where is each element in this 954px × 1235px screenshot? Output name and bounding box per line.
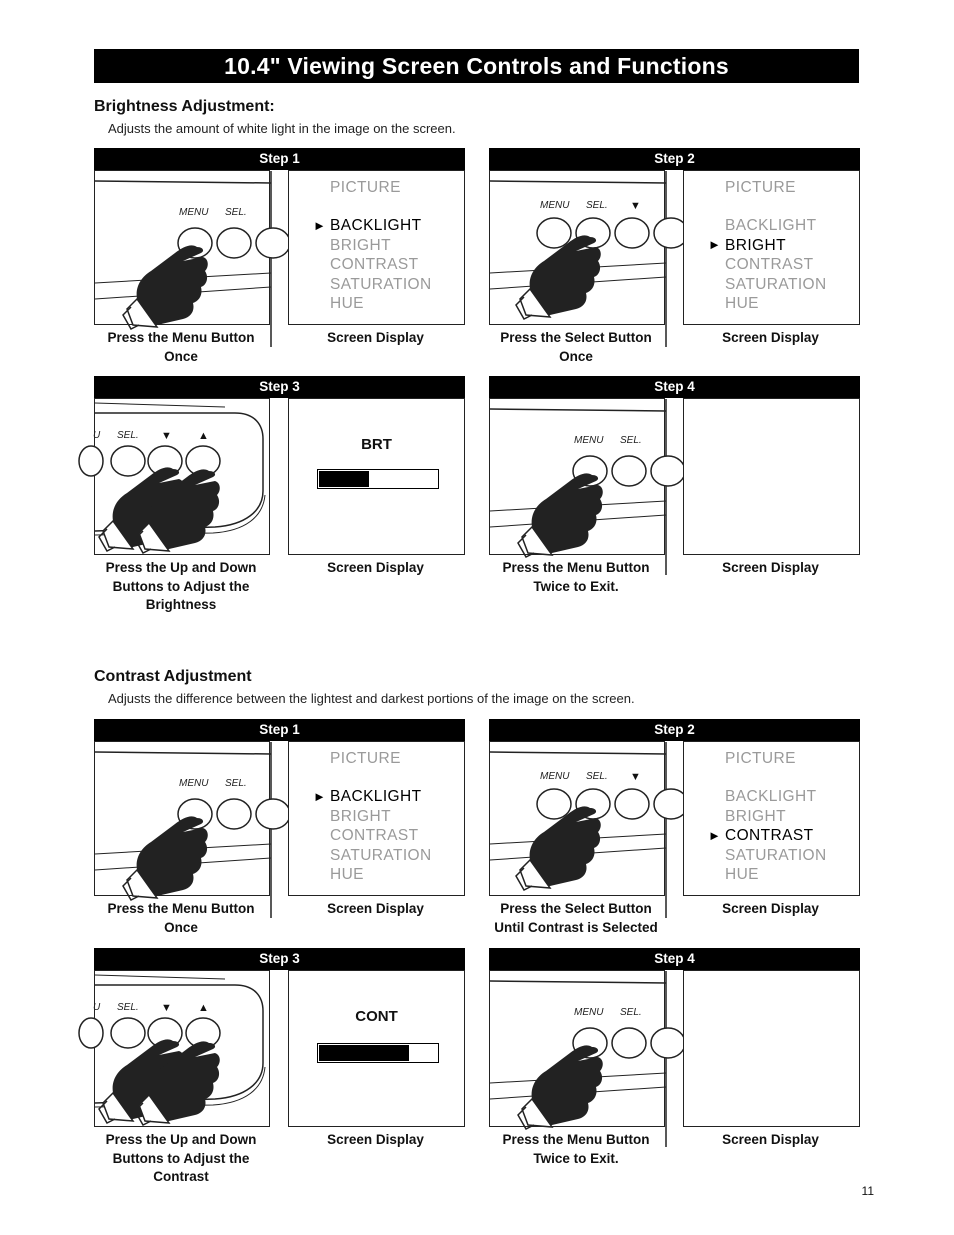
screen-display-caption: Screen Display (722, 901, 819, 916)
step-label: Step 4 (489, 948, 860, 970)
step-label: Step 4 (489, 376, 860, 398)
picture-menu (725, 749, 827, 884)
picture-menu (330, 749, 432, 884)
brightness-step-1 (94, 148, 465, 364)
svg-text:MENU: MENU (574, 435, 604, 446)
control-panel-illustration (94, 170, 270, 325)
svg-text:SEL.: SEL. (117, 430, 139, 441)
step-instruction: Press the Up and Down Buttons to Adjust the Brightness (105, 560, 257, 612)
selection-pointer-icon: ► (708, 237, 721, 253)
screen-display-panel (683, 398, 860, 555)
level-bar-fill (319, 471, 369, 487)
menu-item: CONTRAST (725, 256, 814, 274)
step-instruction: Press the Select Button Until Contrast is Selected (494, 901, 658, 935)
svg-text:SEL.: SEL. (586, 200, 608, 211)
screen-display-panel (683, 170, 860, 325)
menu-item: BRIGHT (725, 236, 786, 254)
menu-item: HUE (725, 295, 759, 313)
step-label: Step 2 (489, 148, 860, 170)
screen-display-panel (683, 970, 860, 1127)
brightness-description: Adjusts the amount of white light in the image on the screen. (108, 121, 456, 136)
contrast-step-3 (93, 948, 465, 1184)
contrast-step-2 (489, 719, 860, 935)
control-panel-illustration (94, 970, 270, 1127)
contrast-heading: Contrast Adjustment (94, 668, 252, 685)
screen-display-caption: Screen Display (722, 560, 819, 575)
menu-item: CONTRAST (725, 827, 814, 845)
menu-title: PICTURE (725, 750, 796, 767)
svg-text:▲: ▲ (198, 1002, 209, 1014)
svg-text:▼: ▼ (161, 1002, 172, 1014)
svg-text:SEL.: SEL. (117, 1002, 139, 1013)
menu-item: HUE (330, 866, 364, 884)
step-label: Step 1 (94, 719, 465, 741)
level-bar-fill (319, 1045, 409, 1061)
screen-display-panel (288, 170, 465, 325)
brightness-step-4 (489, 376, 860, 594)
page-title: 10.4" Viewing Screen Controls and Functions (94, 49, 859, 83)
selection-pointer-icon: ► (313, 788, 326, 804)
step-label: Step 2 (489, 719, 860, 741)
menu-item: HUE (725, 866, 759, 884)
brightness-heading: Brightness Adjustment: (94, 98, 275, 115)
contrast-step-4 (489, 948, 860, 1166)
svg-text:MENU: MENU (540, 771, 570, 782)
menu-title: PICTURE (330, 179, 401, 196)
brightness-step-2 (489, 148, 860, 364)
menu-item: CONTRAST (330, 256, 419, 274)
control-panel-illustration (489, 741, 665, 896)
menu-item: BRIGHT (725, 807, 786, 825)
control-panel-illustration (94, 741, 270, 896)
screen-display-caption: Screen Display (327, 560, 424, 575)
svg-text:MENU: MENU (574, 1007, 604, 1018)
step-instruction: Press the Select Button Once (500, 330, 652, 364)
screen-display-caption: Screen Display (327, 1132, 424, 1147)
control-panel-illustration (489, 970, 665, 1127)
svg-text:▲: ▲ (198, 430, 209, 442)
menu-title: PICTURE (725, 179, 796, 196)
step-instruction: Press the Menu Button Once (107, 901, 255, 935)
selection-pointer-icon: ► (313, 217, 326, 233)
step-instruction: Press the Menu Button Twice to Exit. (502, 1132, 650, 1166)
screen-display-caption: Screen Display (327, 330, 424, 345)
screen-display-caption: Screen Display (327, 901, 424, 916)
contrast-step-1 (94, 719, 465, 935)
level-bar (317, 469, 439, 489)
menu-item: SATURATION (725, 275, 827, 293)
svg-text:U: U (93, 1002, 101, 1013)
svg-text:U: U (93, 430, 101, 441)
svg-text:SEL.: SEL. (225, 207, 247, 218)
control-panel-illustration (489, 398, 665, 555)
control-panel-illustration (94, 398, 270, 555)
menu-title: PICTURE (330, 750, 401, 767)
menu-item: HUE (330, 295, 364, 313)
control-panel-illustration (489, 170, 665, 325)
contrast-description: Adjusts the difference between the lightest and darkest portions of the image on the screen. (108, 691, 635, 706)
svg-text:▼: ▼ (161, 430, 172, 442)
picture-menu (330, 178, 432, 313)
svg-text:SEL.: SEL. (620, 435, 642, 446)
step-instruction: Press the Up and Down Buttons to Adjust the Contrast (105, 1132, 257, 1184)
svg-text:▼: ▼ (630, 200, 641, 212)
selection-pointer-icon: ► (708, 827, 721, 843)
svg-text:SEL.: SEL. (225, 778, 247, 789)
adjust-label: CONT (355, 1008, 398, 1025)
screen-display-panel (683, 741, 860, 896)
svg-text:MENU: MENU (179, 207, 209, 218)
menu-item: SATURATION (330, 846, 432, 864)
menu-item: SATURATION (725, 846, 827, 864)
menu-item: BACKLIGHT (330, 217, 422, 235)
picture-menu (725, 178, 827, 313)
step-label: Step 3 (94, 948, 465, 970)
screen-display-panel (288, 741, 465, 896)
menu-item: BRIGHT (330, 236, 391, 254)
svg-text:SEL.: SEL. (586, 771, 608, 782)
step-instruction: Press the Menu Button Once (107, 330, 255, 364)
menu-item: BACKLIGHT (725, 788, 817, 806)
screen-display-panel (288, 398, 465, 555)
menu-item: BACKLIGHT (330, 788, 422, 806)
svg-text:MENU: MENU (540, 200, 570, 211)
svg-text:▼: ▼ (630, 771, 641, 783)
screen-display-caption: Screen Display (722, 1132, 819, 1147)
step-label: Step 3 (94, 376, 465, 398)
menu-item: SATURATION (330, 275, 432, 293)
screen-display-caption: Screen Display (722, 330, 819, 345)
svg-text:SEL.: SEL. (620, 1007, 642, 1018)
brightness-step-3 (93, 376, 465, 612)
page-number: 11 (861, 1184, 874, 1198)
screen-display-panel (288, 970, 465, 1127)
menu-item: BACKLIGHT (725, 217, 817, 235)
svg-text:MENU: MENU (179, 778, 209, 789)
menu-item: CONTRAST (330, 827, 419, 845)
menu-item: BRIGHT (330, 807, 391, 825)
step-label: Step 1 (94, 148, 465, 170)
step-instruction: Press the Menu Button Twice to Exit. (502, 560, 650, 594)
level-bar (317, 1043, 439, 1063)
adjust-label: BRT (361, 436, 392, 453)
